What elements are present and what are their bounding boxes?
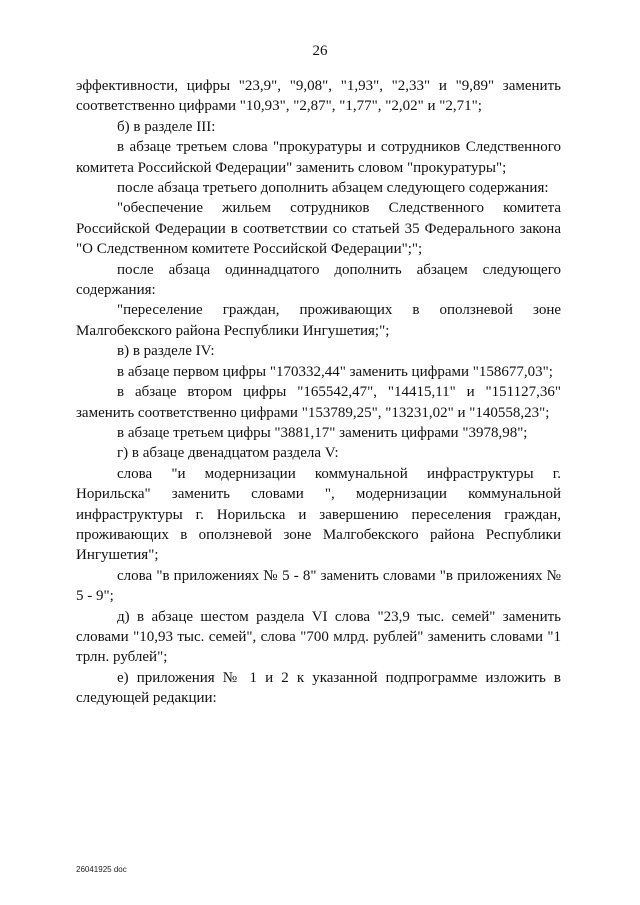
paragraph-15: д) в абзаце шестом раздела VI слова "23,9 тыс. семей" заменить словами "10,93 тыс. семей", слова "700 млрд. рублей" заменить словами "1 трлн. рублей"; (76, 608, 561, 666)
paragraph-14: слова "в приложениях № 5 - 8" заменить словами "в приложениях № 5 - 9"; (76, 567, 561, 605)
paragraph-1: эффективности, цифры "23,9", "9,08", "1,93", "2,33" и "9,89" заменить соответственно цифрами "10,93", "2,87", "1,77", "2,02" и "2,71"; (76, 78, 561, 115)
document-body (76, 76, 561, 709)
paragraph-11: в абзаце третьем цифры "3881,17" заменить цифрами "3978,98"; (117, 424, 528, 441)
paragraph-12: г) в абзаце двенадцатом раздела V: (117, 445, 339, 462)
page-number: 26 (312, 43, 328, 59)
paragraph-10: в абзаце втором цифры "165542,47", "14415,11" и "151127,36" заменить соответственно цифрами "153789,25", "13231,02" и "140558,23"; (76, 384, 561, 421)
paragraph-4: после абзаца третьего дополнить абзацем следующего содержания: (117, 180, 549, 197)
paragraph-9: в абзаце первом цифры "170332,44" заменить цифрами "158677,03"; (117, 363, 553, 380)
paragraph-16: е) приложения № 1 и 2 к указанной подпрограмме изложить в следующей редакции: (76, 669, 561, 707)
paragraph-8: в) в разделе IV: (117, 343, 215, 360)
paragraph-7: "переселение граждан, проживающих в оползневой зоне Малгобекского района Республики Ингушетия;"; (76, 302, 561, 339)
document-file-code: 26041925 doc (76, 865, 127, 874)
paragraph-3: в абзаце третьем слова "прокуратуры и сотрудников Следственного комитета Российской Федерации" заменить словом "прокуратуры"; (76, 139, 561, 176)
paragraph-2: б) в разделе III: (117, 118, 216, 135)
paragraph-13: слова "и модернизации коммунальной инфраструктуры г. Норильска" заменить словами ", модернизации коммунальной инфраструктуры г. Норильска и завершению переселения граждан, проживающих в оползневой зоне Малгобекского района Республики Ингушетия"; (76, 465, 561, 564)
paragraph-6: после абзаца одиннадцатого дополнить абзацем следующего содержания: (76, 261, 561, 299)
paragraph-5: "обеспечение жильем сотрудников Следственного комитета Российской Федерации в соответствии со статьей 35 Федерального закона "О Следственном комитете Российской Федерации";"; (76, 200, 561, 258)
